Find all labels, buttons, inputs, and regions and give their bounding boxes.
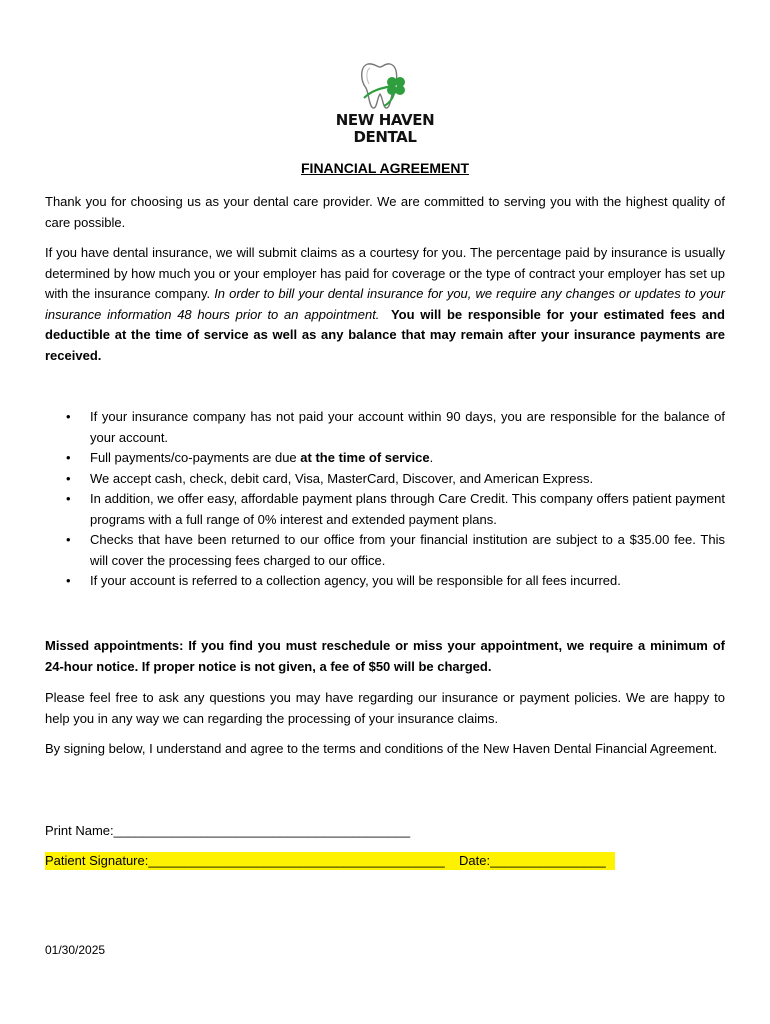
logo-line-2: DENTAL	[353, 128, 417, 146]
list-item: • If your account is referred to a collection agency, you will be responsible for all fees incurred.	[45, 571, 725, 592]
signing-paragraph: By signing below, I understand and agree to the terms and conditions of the New Haven Dental Financial Agreement.	[45, 741, 718, 756]
logo-line-1: NEW HAVEN	[335, 111, 435, 129]
insurance-bold-text: You will be responsible for your estimated fees and deductible at the time of service as well as any balance that may remain after your insurance payments are received.	[45, 306, 725, 363]
policy-bullet-list	[45, 407, 725, 592]
date-field[interactable]: Date:________________	[459, 853, 606, 868]
tooth-clover-icon	[358, 60, 412, 112]
list-item: • Checks that have been returned to our office from your financial institution are subject to a $35.00 fee. This will cover the processing fees charged to our office.	[45, 530, 725, 571]
bullet-bold-text: at the time of service	[300, 450, 430, 465]
logo-text	[330, 112, 440, 146]
bullet-text: Full payments/co-payments are due	[90, 450, 301, 465]
list-item: • If your insurance company has not paid your account within 90 days, you are responsible for the balance of your account.	[45, 407, 725, 448]
missed-appointments-paragraph: Missed appointments: If you find you must reschedule or miss your appointment, we require a minimum of 24-hour notice. If proper notice is not given, a fee of $50 will be charged.	[45, 638, 725, 674]
list-item: • In addition, we offer easy, affordable payment plans through Care Credit. This company offers patient payment programs with a full range of 0% interest and extended payment plans.	[45, 489, 725, 530]
print-name-field[interactable]: Print Name:_________________________________________	[45, 823, 411, 838]
intro-paragraph: Thank you for choosing us as your dental care provider. We are committed to serving you with the highest quality of care possible.	[45, 194, 725, 230]
insurance-italic-text: In order to bill your dental insurance for you, we require any changes or updates to your insurance information 48 hours prior to an appointment.	[45, 286, 725, 322]
bullet-text-end: .	[429, 450, 434, 465]
list-item	[45, 448, 725, 469]
new-haven-dental-logo	[330, 60, 440, 150]
footer-date: 01/30/2025	[45, 943, 106, 957]
questions-paragraph: Please feel free to ask any questions you may have regarding our insurance or payment policies. We are happy to help you in any way we can regarding the processing of your insurance claims.	[45, 690, 725, 726]
list-item: • We accept cash, check, debit card, Visa, MasterCard, Discover, and American Express.	[45, 469, 725, 490]
insurance-paragraph	[45, 243, 725, 366]
signature-row	[45, 852, 615, 870]
insurance-text: If you have dental insurance, we will submit claims as a courtesy for you. The percentage paid by insurance is usually determined by how much you or your employer has paid for coverage or the type of contract your employer has set up with the insurance company.	[45, 245, 725, 301]
patient-signature-field[interactable]: Patient Signature:_________________________________________	[45, 853, 445, 868]
page-title: FINANCIAL AGREEMENT	[301, 160, 469, 176]
